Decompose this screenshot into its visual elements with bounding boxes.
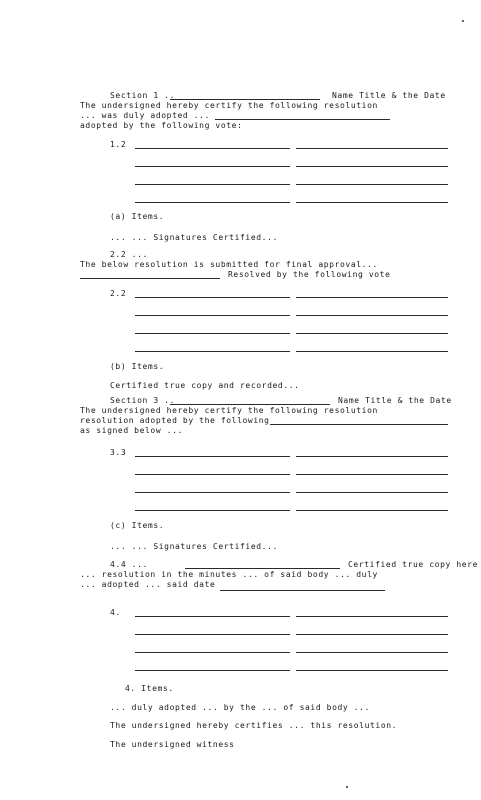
signature-line <box>135 351 290 352</box>
block3-body-line: The undersigned hereby certify the following resolution <box>80 406 378 415</box>
signature-line <box>296 202 448 203</box>
block1-body-line: ... was duly adopted ... <box>80 111 210 120</box>
signature-line <box>296 652 448 653</box>
signature-line <box>135 315 290 316</box>
signature-line <box>296 492 448 493</box>
block4-blank-line <box>185 568 340 569</box>
signature-line <box>135 456 290 457</box>
block4-body-line: ... adopted ... said date <box>80 580 216 589</box>
block3-body-line: as signed below ... <box>80 426 183 435</box>
block2-body-line: The below resolution is submitted for final approval... <box>80 260 378 269</box>
signature-line <box>296 351 448 352</box>
signature-line <box>296 456 448 457</box>
signature-line <box>296 315 448 316</box>
block2-heading: 2.2 ... <box>110 250 148 259</box>
block2-note: Certified true copy and recorded... <box>110 381 300 390</box>
signature-line <box>135 652 290 653</box>
closing-line: The undersigned witness <box>110 740 235 749</box>
signature-line <box>135 492 290 493</box>
block3-item-number: 3.3 <box>110 448 127 457</box>
block1-heading: Section 1 .. <box>110 91 175 100</box>
signature-line <box>135 474 290 475</box>
block4-body-line: ... resolution in the minutes ... of said body ... duly <box>80 570 378 579</box>
signature-line <box>296 474 448 475</box>
signature-line <box>135 184 290 185</box>
signature-line <box>135 333 290 334</box>
signature-line <box>135 634 290 635</box>
block4-item-number: 4. <box>110 608 121 617</box>
closing-line: The undersigned hereby certifies ... this resolution. <box>110 721 398 730</box>
signature-line <box>135 670 290 671</box>
block1-heading-right: Name Title & the Date <box>332 91 446 100</box>
block1-blank-line <box>215 119 390 120</box>
signature-line <box>296 510 448 511</box>
block1-body-line: The undersigned hereby certify the following resolution <box>80 101 378 110</box>
signature-line <box>135 148 290 149</box>
block2-body-line: Resolved by the following vote <box>228 270 391 279</box>
signature-line <box>135 297 290 298</box>
block3-heading-right: Name Title & the Date <box>338 396 452 405</box>
block3-note: ... ... Signatures Certified... <box>110 542 278 551</box>
signature-line <box>296 184 448 185</box>
signature-line <box>296 297 448 298</box>
block1-item-number: 1.2 <box>110 140 127 149</box>
signature-line <box>135 202 290 203</box>
signature-line <box>135 510 290 511</box>
block3-heading: Section 3 .. <box>110 396 175 405</box>
closing-line: ... duly adopted ... by the ... of said body ... <box>110 703 370 712</box>
block2-item-number: 2.2 <box>110 289 127 298</box>
signature-line <box>296 634 448 635</box>
signature-line <box>135 616 290 617</box>
block3-footnote: (c) Items. <box>110 521 165 530</box>
block4-footnote: 4. Items. <box>125 684 174 693</box>
block4-heading-right: Certified true copy here <box>348 560 478 569</box>
block4-blank-line <box>220 590 385 591</box>
block3-blank-line <box>270 424 448 425</box>
block1-body-line: adopted by the following vote: <box>80 121 243 130</box>
signature-line <box>135 166 290 167</box>
block1-note: ... ... Signatures Certified... <box>110 233 278 242</box>
signature-line <box>296 333 448 334</box>
block2-footnote: (b) Items. <box>110 362 165 371</box>
block1-blank-line <box>170 99 320 100</box>
signature-line <box>296 670 448 671</box>
signature-line <box>296 148 448 149</box>
signature-line <box>296 166 448 167</box>
stray-mark <box>462 20 464 22</box>
stray-mark <box>346 786 348 788</box>
block1-footnote: (a) Items. <box>110 212 165 221</box>
block2-blank-line <box>80 278 220 279</box>
block4-heading: 4.4 ... <box>110 560 148 569</box>
signature-line <box>296 616 448 617</box>
block3-blank-line <box>170 404 330 405</box>
block3-body-line: resolution adopted by the following <box>80 416 270 425</box>
